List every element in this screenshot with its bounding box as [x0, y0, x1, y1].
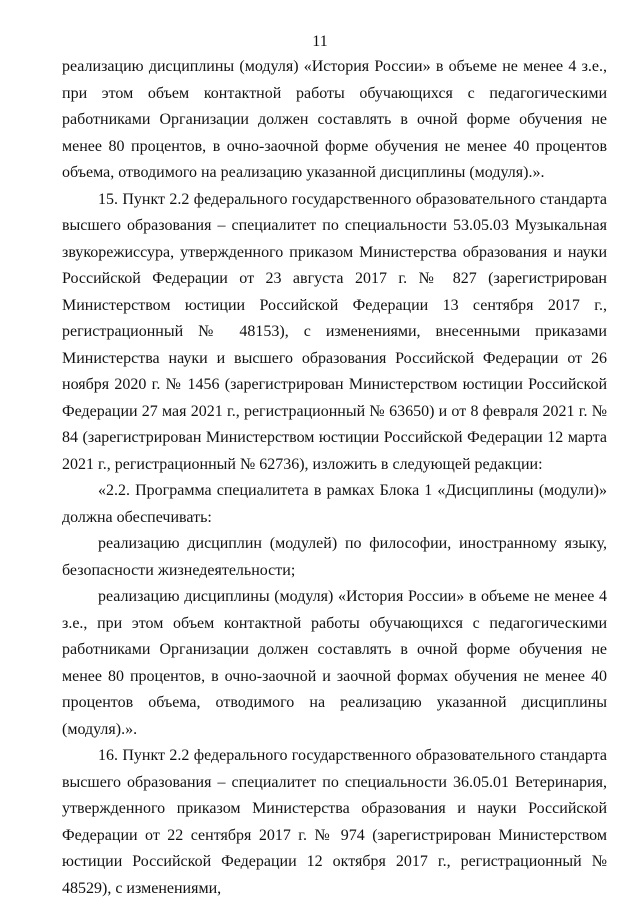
paragraph-continuation: реализацию дисциплины (модуля) «История России» в объеме не менее 4 з.е., при этом объем контактной работы обучающихся с педагогическими работниками Организации должен составлять в очной форме обучения не менее 80 процентов, в очно-заочной форме обучения не менее 40 процентов объема, отводимого на реализацию указанной дисциплины (модуля).». [62, 58, 607, 181]
paragraph-history-of-russia: реализацию дисциплины (модуля) «История России» в объеме не менее 4 з.е., при этом объем контактной работы обучающихся с педагогическими работниками Организации должен составлять в очной форме обучения не менее 80 процентов, в очно-заочной и заочной формах обучения не менее 40 процентов объема, отводимого на реализацию указанной дисциплины (модуля).». [62, 588, 607, 738]
paragraph-item-15: 15. Пункт 2.2 федерального государственного образовательного стандарта высшего образования – специалитет по специальности 53.05.03 Музыкальная звукорежиссура, утвержденного приказом Министерства образования и науки Российской Федерации от 23 августа 2017 г. № 827 (зарегистрирован Министерством юстиции Российской Федерации 13 сентября 2017 г., регистрационный № 48153), с изменениями, внесенными приказами Министерства науки и высшего образования Российской Федерации от 26 ноября 2020 г. № 1456 (зарегистрирован Министерством юстиции Российской Федерации 27 мая 2021 г., регистрационный № 63650) и от 8 февраля 2021 г. № 84 (зарегистрирован Министерством юстиции Российской Федерации 12 марта 2021 г., регистрационный № 62736), изложить в следующей редакции: [62, 190, 607, 473]
paragraph-item-16: 16. Пункт 2.2 федерального государственного образовательного стандарта высшего образования – специалитет по специальности 36.05.01 Ветеринария, утвержденного приказом Министерства образования и науки Российской Федерации от 22 сентября 2017 г. № 974 (зарегистрирован Министерством юстиции Российской Федерации 12 октября 2017 г., регистрационный № 48529), с изменениями, [62, 747, 607, 897]
document-body [62, 54, 607, 902]
page-number: 11 [312, 33, 328, 50]
paragraph-quoted-2-2: «2.2. Программа специалитета в рамках Блока 1 «Дисциплины (модули)» должна обеспечивать: [62, 482, 607, 526]
paragraph-disciplines: реализацию дисциплин (модулей) по философии, иностранному языку, безопасности жизнедеятельности; [62, 535, 607, 579]
